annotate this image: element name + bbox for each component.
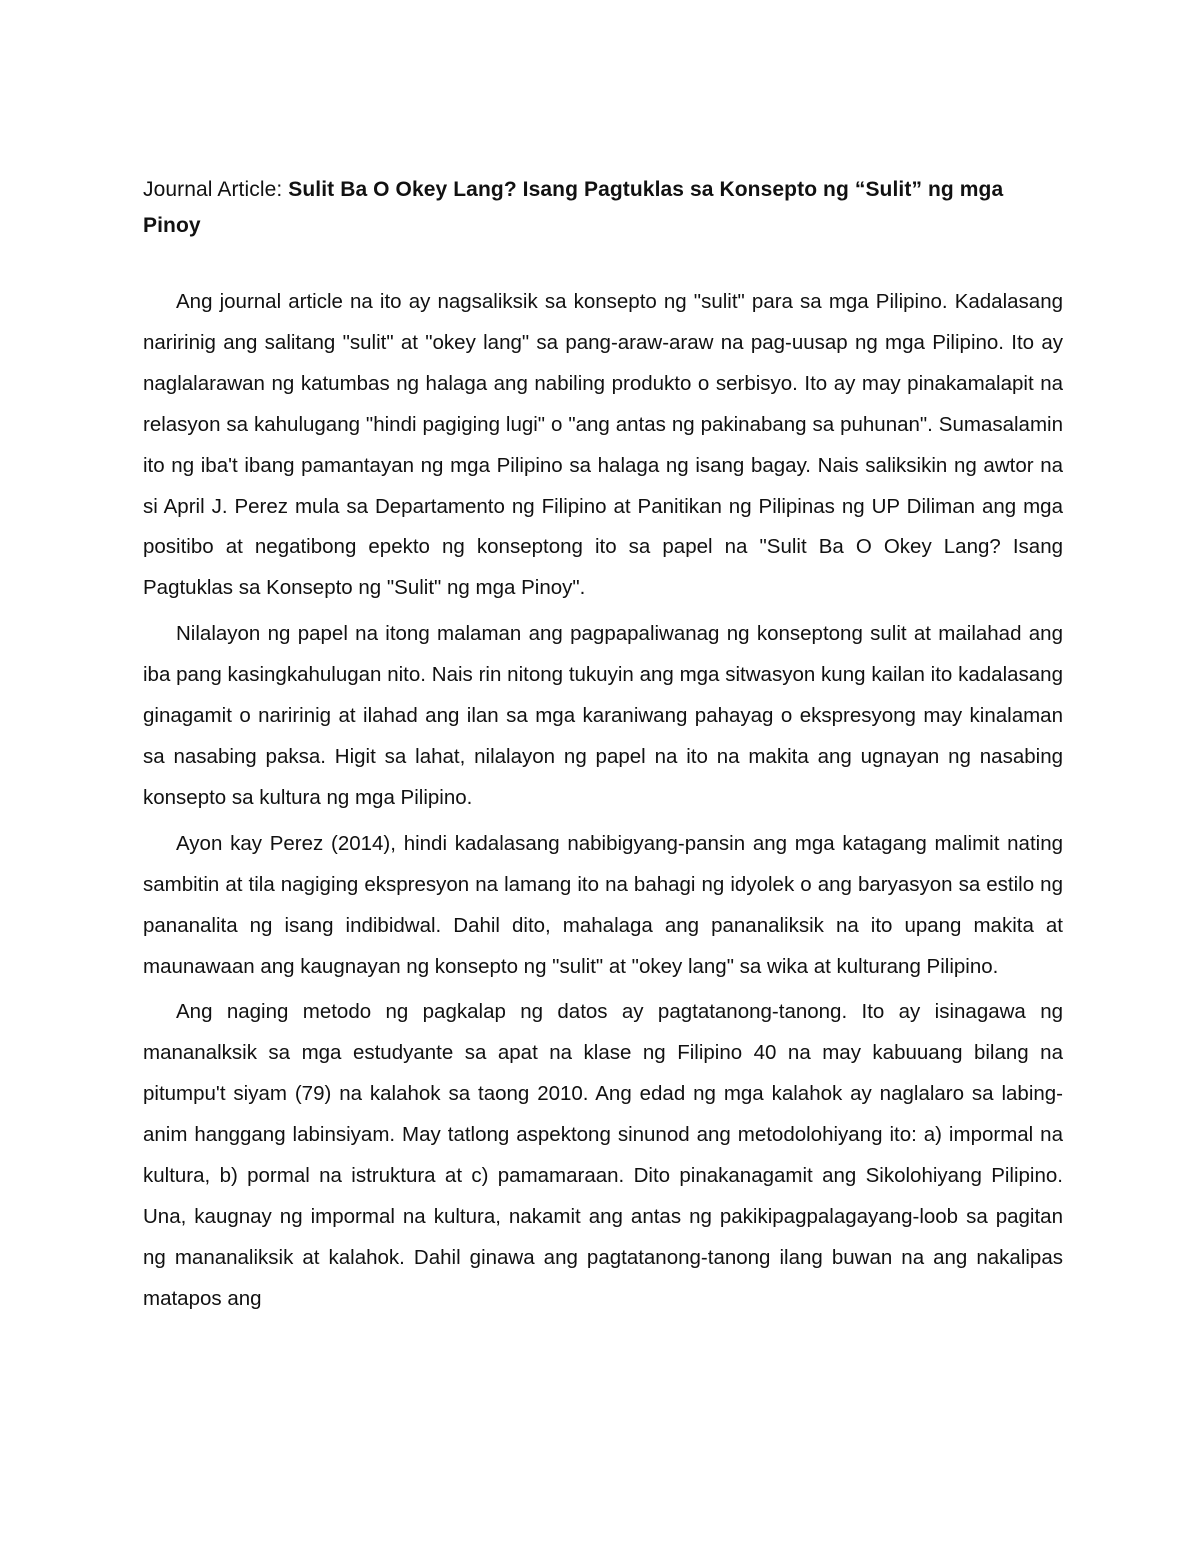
document-body bbox=[143, 172, 1063, 1320]
paragraph-2: Nilalayon ng papel na itong malaman ang pagpapaliwanag ng konseptong sulit at mailahad ang iba pang kasingkahulugan nito. Nais rin nitong tukuyin ang mga sitwasyon kung kailan ito kadalasang ginagamit o naririnig at ilahad ang ilan sa mga karaniwang pahayag o ekspresyong may kinalaman sa nasabing paksa. Higit sa lahat, nilalayon ng papel na ito na makita ang ugnayan ng nasabing konsepto sa kultura ng mga Pilipino. bbox=[143, 622, 1063, 809]
paragraph-4: Ang naging metodo ng pagkalap ng datos ay pagtatanong-tanong. Ito ay isinagawa ng mananalksik sa mga estudyante sa apat na klase ng Filipino 40 na may kabuuang bilang na pitumpu't siyam (79) na kalahok sa taong 2010. Ang edad ng mga kalahok ay naglalaro sa labing-anim hanggang labinsiyam. May tatlong aspektong sinunod ang metodolohiyang ito: a) impormal na kultura, b) pormal na istruktura at c) pamamaraan. Dito pinakanagamit ang Sikolohiyang Pilipino. Una, kaugnay ng impormal na kultura, nakamit ang antas ng pakikipagpalagayang-loob sa pagitan ng mananaliksik at kalahok. Dahil ginawa ang pagtatanong-tanong ilang buwan na ang nakalipas matapos ang bbox=[143, 1000, 1063, 1310]
paragraph-1: Ang journal article na ito ay nagsaliksik sa konsepto ng "sulit" para sa mga Pilipino. Kadalasang naririnig ang salitang "sulit" at "okey lang" sa pang-araw-araw na pag-uusap ng mga Pilipino. Ito ay naglalarawan ng katumbas ng halaga ang nabiling produkto o serbisyo. Ito ay may pinakamalapit na relasyon sa kahulugang "hindi pagiging lugi" o "ang antas ng pakinabang sa puhunan". Sumasalamin ito ng iba't ibang pamantayan ng mga Pilipino sa halaga ng isang bagay. Nais saliksikin ng awtor na si April J. Perez mula sa Departamento ng Filipino at Panitikan ng Pilipinas ng UP Diliman ang mga positibo at negatibong epekto ng konseptong ito sa papel na "Sulit Ba O Okey Lang? Isang Pagtuklas sa Konsepto ng "Sulit" ng mga Pinoy". bbox=[143, 290, 1063, 600]
title-text: Sulit Ba O Okey Lang? Isang Pagtuklas sa Konsepto ng “Sulit” ng mga Pinoy bbox=[143, 178, 1004, 237]
paragraph-3: Ayon kay Perez (2014), hindi kadalasang nabibigyang-pansin ang mga katagang malimit nating sambitin at tila nagiging ekspresyon na lamang ito na bahagi ng idyolek o ang baryasyon sa estilo ng pananalita ng isang indibidwal. Dahil dito, mahalaga ang pananaliksik na ito upang makita at maunawaan ang kaugnayan ng konsepto ng "sulit" at "okey lang" sa wika at kulturang Pilipino. bbox=[143, 831, 1063, 978]
article-title bbox=[143, 172, 1063, 244]
title-label: Journal Article: bbox=[143, 178, 289, 201]
